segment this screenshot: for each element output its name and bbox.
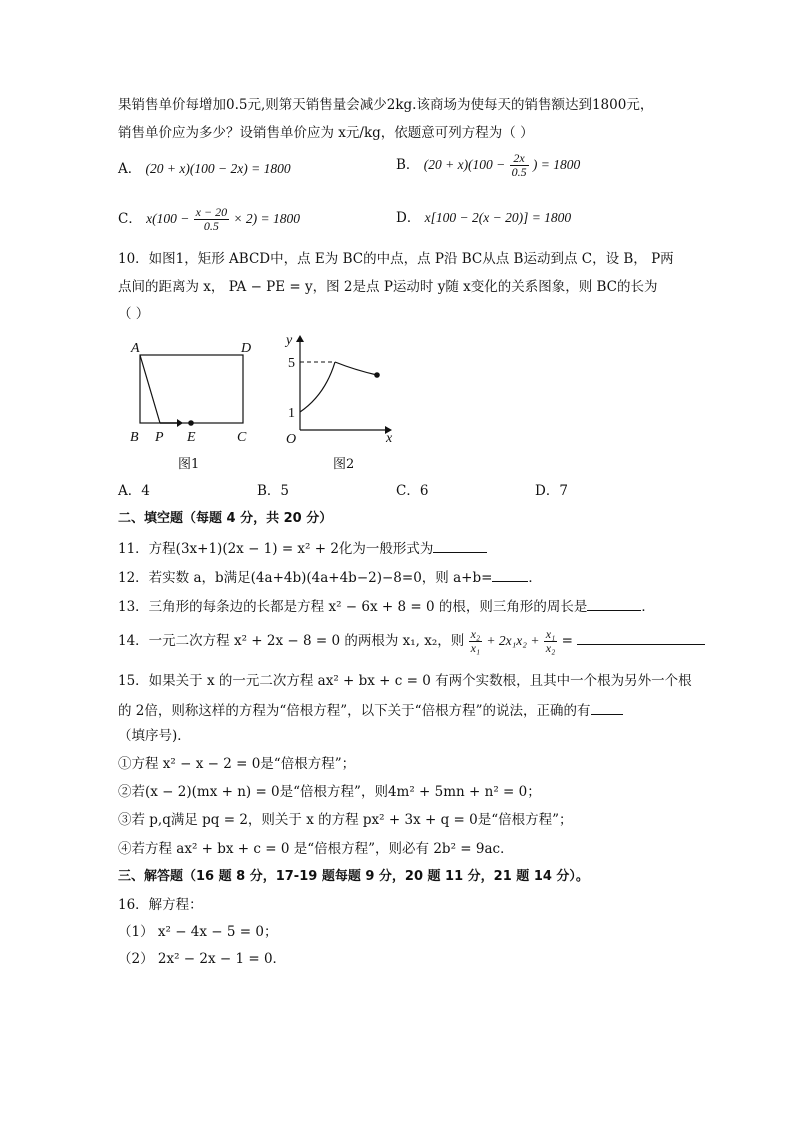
rectangle-abcd	[140, 355, 243, 423]
curve-rising	[300, 362, 335, 412]
q10-option-d[interactable]: D．7	[535, 483, 568, 499]
q15-line1: 15．如果关于 x 的一元二次方程 ax² + bx + c = 0 有两个实数根，且其中一个根为另外一个根	[118, 673, 692, 689]
q14-answer-blank[interactable]	[577, 630, 705, 645]
tick-label-5: 5	[288, 356, 295, 371]
figure-2-graph	[280, 330, 400, 450]
q15-line3: （填序号)．	[118, 728, 191, 744]
arrow-head	[177, 419, 183, 427]
q9-text-line2: 销售单价应为多少？设销售单价应为 x元/kg，依题意可列方程为（ ）	[118, 125, 534, 141]
q14-fraction-2: $\frac{\text{x₁}}{\text{x₂}}$	[545, 627, 556, 655]
tick-label-1: 1	[288, 406, 295, 421]
q11-answer-blank[interactable]	[433, 538, 487, 553]
q10-text-line2: 点间的距离为 x， PA − PE = y，图 2是点 P运动时 y随 x变化的关系图象，则 BC的长为	[118, 279, 658, 295]
endpoint-dot	[374, 372, 380, 378]
q10-text-line3: （ ）	[118, 306, 150, 322]
label-b: B	[130, 430, 139, 445]
point-e-dot	[188, 420, 194, 426]
q9-option-a[interactable]	[118, 160, 291, 178]
figure-1-rectangle	[125, 335, 265, 450]
label-a: A	[131, 341, 140, 356]
option-label: A．	[118, 161, 142, 177]
option-formula: x[100 − 2(x − 20)] = 1800	[424, 210, 572, 225]
q12: 12．若实数 a，b满足(4a+4b)(4a+4b−2)−8=0，则 a+b= ．	[118, 567, 542, 587]
option-formula-post: × 2) = 1800	[233, 211, 300, 226]
q10-option-c[interactable]: C．6	[396, 483, 429, 499]
option-formula-pre: x(100 −	[146, 211, 190, 226]
option-label: B．	[396, 157, 420, 173]
q14-fraction-1: $\frac{\text{x₂}}{\text{x₁}}$	[470, 627, 481, 655]
q13: 13．三角形的每条边的长都是方程 x² − 6x + 8 = 0 的根，则三角形的周长是 ．	[118, 596, 655, 616]
q15-statement-1: ①方程 x² − x − 2 = 0是“倍根方程”；	[118, 756, 356, 772]
option-fraction: $\frac{2x}{0.5}$	[511, 151, 527, 179]
curve-falling	[335, 362, 377, 375]
q12-answer-blank[interactable]	[492, 567, 528, 582]
option-formula: (20 + x)(100 − 2x) = 1800	[145, 161, 291, 176]
q15-statement-4: ④若方程 ax² + bx + c = 0 是“倍根方程”，则必有 2b² = 9ac．	[118, 841, 514, 857]
option-formula-pre: (20 + x)(100 −	[423, 157, 506, 172]
q15-line2: 的 2倍，则称这样的方程为“倍根方程”，以下关于“倍根方程”的说法，正确的有	[118, 700, 623, 720]
axis-label-x: x	[386, 431, 393, 446]
q15-statement-2: ②若(x − 2)(mx + n) = 0是“倍根方程”，则4m² + 5mn + n² = 0；	[118, 784, 541, 800]
q11: 11．方程(3x+1)(2x − 1) = x² + 2化为一般形式为	[118, 538, 487, 558]
section-3-title: 三、解答题（16 题 8 分，17-19 题每题 9 分，20 题 11 分，21 题 14 分）。	[118, 869, 589, 884]
label-d: D	[241, 341, 252, 356]
label-e: E	[187, 430, 196, 445]
figure-2-caption: 图2	[333, 457, 355, 472]
q10-option-b[interactable]: B．5	[257, 483, 290, 499]
option-label: C．	[118, 211, 142, 227]
q15-statement-3: ③若 p,q满足 pq = 2，则关于 x 的方程 px² + 3x + q = 0是“倍根方程”；	[118, 812, 573, 828]
q13-answer-blank[interactable]	[587, 596, 641, 611]
q15-answer-blank[interactable]	[591, 700, 623, 715]
q10-text-line1: 10．如图1，矩形 ABCD中，点 E为 BC的中点，点 P沿 BC从点 B运动到点 C，设 B， P两	[118, 251, 674, 267]
label-c: C	[237, 430, 247, 445]
q9-option-c[interactable]	[118, 206, 300, 233]
y-axis-arrow	[296, 335, 304, 342]
q9-text-line1: 果销售单价每增加0.5元,则第天销售量会减少2kg.该商场为使每天的销售额达到1800元，	[118, 97, 654, 113]
q14: 14．一元二次方程 x² + 2x − 8 = 0 的两根为 x₁, x₂，则 $\frac{\text{x₂}}{\text{x₁}}$ + 2x₁x₂ + $\frac{\text{x₁}}{\text{x₂}}$ =	[118, 628, 705, 655]
q10-option-a[interactable]: A．4	[118, 483, 150, 499]
option-formula-post: ) = 1800	[532, 157, 581, 172]
q9-option-d[interactable]	[396, 209, 571, 227]
label-p: P	[155, 430, 164, 445]
option-label: D．	[396, 210, 421, 226]
segment-pa	[140, 355, 160, 423]
q16-part-2: （2） 2x² − 2x − 1 = 0．	[118, 951, 287, 967]
q16: 16．解方程：	[118, 897, 203, 913]
section-2-title: 二、填空题（每题 4 分，共 20 分）	[118, 511, 333, 526]
origin-label: O	[286, 432, 297, 447]
q9-option-b[interactable]	[396, 152, 580, 179]
option-fraction: $\frac{x - 20}{0.5}$	[195, 205, 228, 233]
figure-1-caption: 图1	[178, 457, 200, 472]
axis-label-y: y	[286, 333, 293, 348]
q16-part-1: （1） x² − 4x − 5 = 0；	[118, 924, 278, 940]
